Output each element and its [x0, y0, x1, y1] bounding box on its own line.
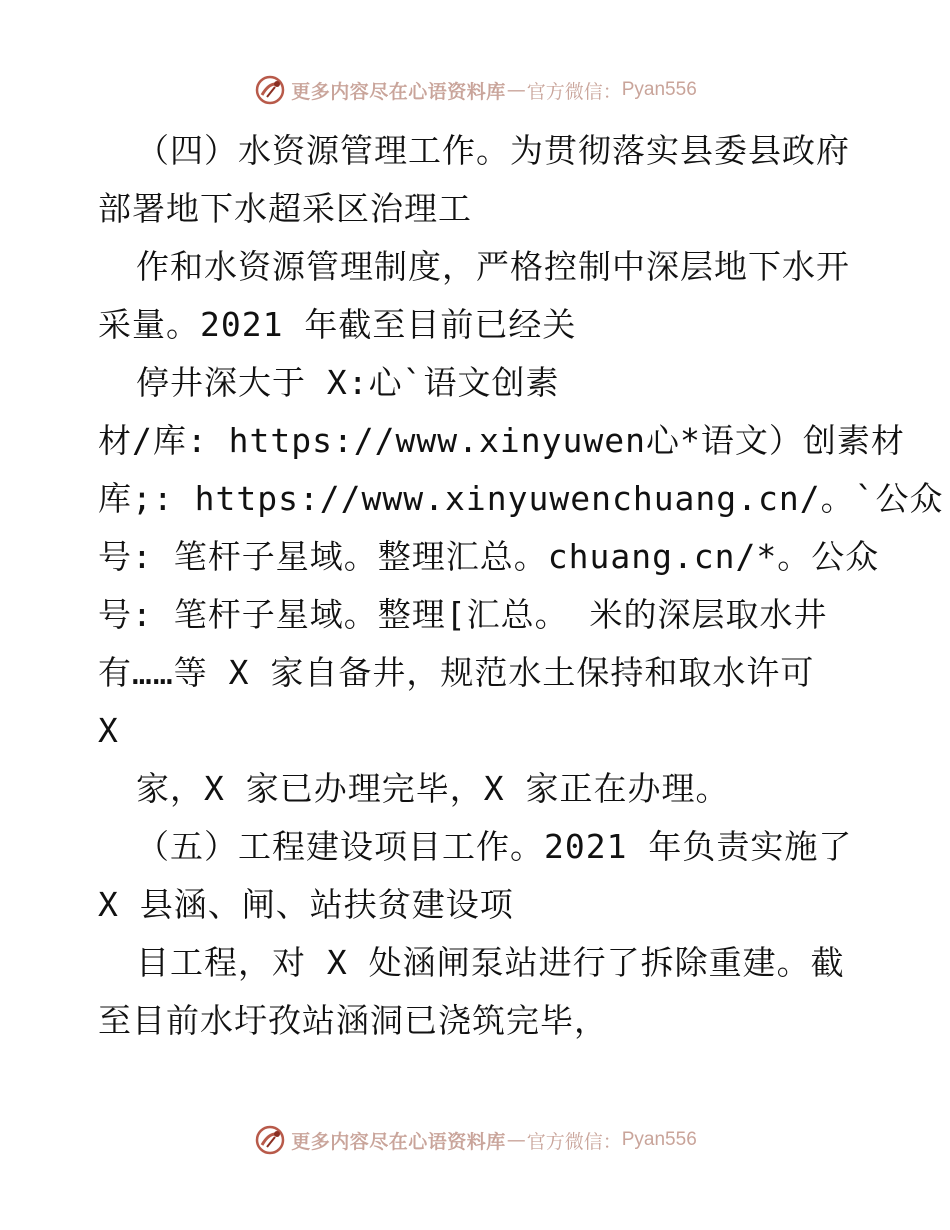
text-line: X 县涵、闸、站扶贫建设项 — [98, 885, 514, 924]
banner-text: 更多内容尽在心语资料库 — [291, 80, 506, 103]
header-watermark-banner — [0, 70, 950, 110]
text-line: 有……等 X 家自备井，规范水土保持和取水许可 — [98, 653, 815, 692]
text-line: 采量。2021 年截至目前已经关 — [98, 305, 577, 344]
text-line: 作和水资源管理制度，严格控制中深层地下水开 — [136, 247, 850, 286]
banner-separator: — — [506, 1129, 526, 1151]
text-line: X — [98, 711, 119, 750]
text-line: 库;: https://www.xinyuwenchuang.cn/。`公众 — [98, 479, 944, 518]
text-line: 号: 笔杆子星域。整理汇总。chuang.cn/*。公众 — [98, 537, 880, 576]
text-line: 至目前水圩孜站涵洞已浇筑完毕， — [98, 1001, 608, 1040]
document-body — [98, 122, 944, 1050]
text-line: 材/库: https://www.xinyuwen心*语文）创素材 — [98, 421, 905, 460]
text-line: 部署地下水超采区治理工 — [98, 189, 472, 228]
text-line: （五）工程建设项目工作。2021 年负责实施了 — [136, 827, 853, 866]
banner-wechat-id: Pyan556 — [621, 79, 697, 100]
banner-wechat-label: 官方微信： — [526, 80, 622, 103]
banner-separator: — — [506, 79, 526, 101]
text-line: 停井深大于 X:心`语文创素 — [136, 363, 560, 402]
text-line: 目工程，对 X 处涵闸泵站进行了拆除重建。截 — [136, 943, 845, 982]
xinyu-logo-icon — [253, 73, 287, 107]
text-line: （四）水资源管理工作。为贯彻落实县委县政府 — [136, 131, 850, 170]
text-line: 号: 笔杆子星域。整理[汇总。 米的深层取水井 — [98, 595, 828, 634]
banner-text: 更多内容尽在心语资料库 — [291, 1130, 506, 1153]
text-line: 家，X 家已办理完毕，X 家正在办理。 — [136, 769, 730, 808]
banner-wechat-id: Pyan556 — [621, 1129, 697, 1150]
footer-watermark-banner — [0, 1120, 950, 1160]
banner-wechat-label: 官方微信： — [526, 1130, 622, 1153]
xinyu-logo-icon — [253, 1123, 287, 1157]
